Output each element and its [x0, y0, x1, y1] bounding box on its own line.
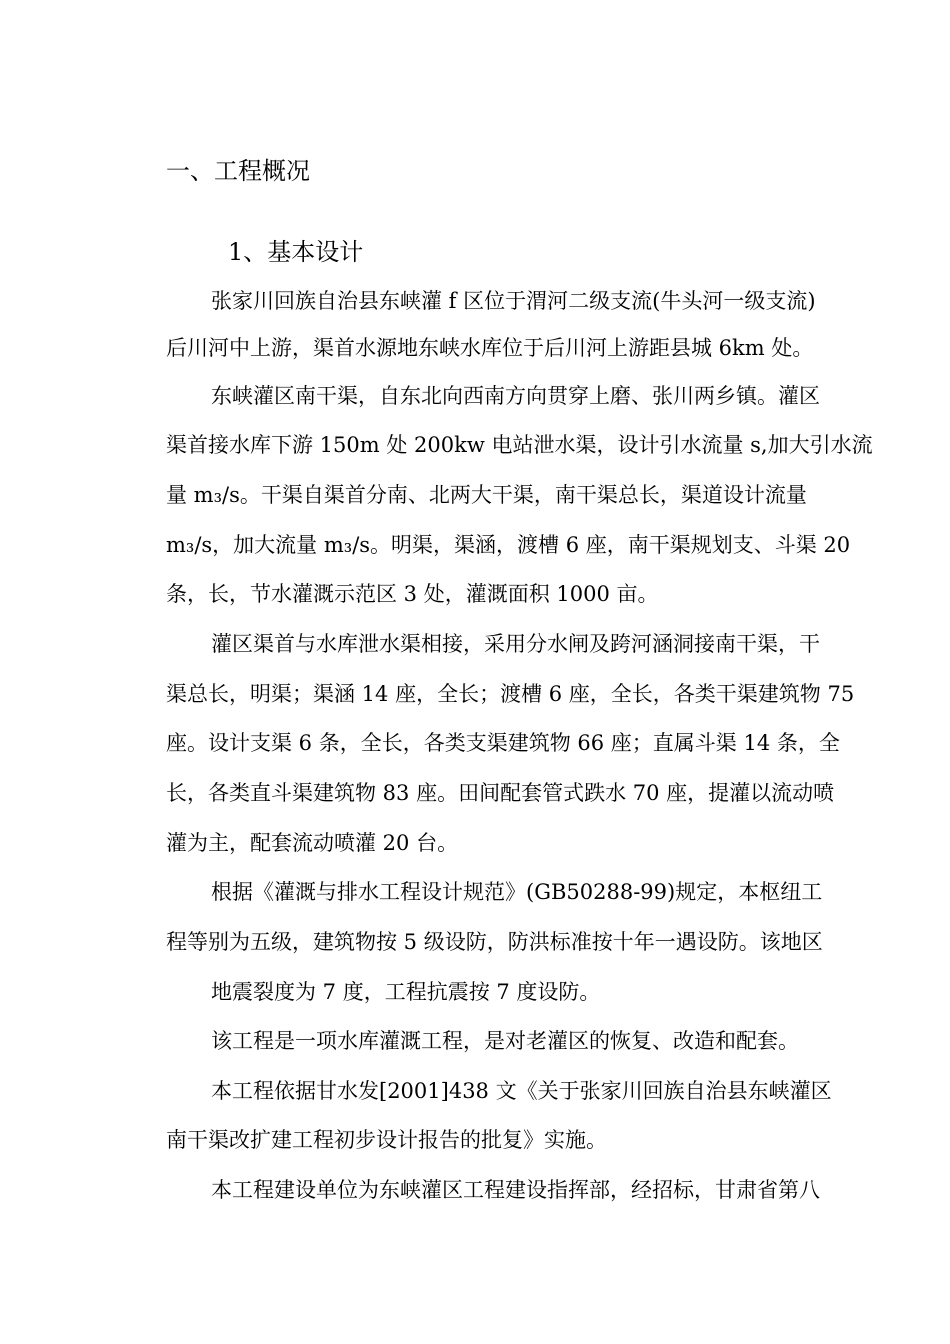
paragraph-line: 座。设计支渠 6 条，全长，各类支渠建筑物 66 座；直属斗渠 14 条，全	[166, 731, 840, 755]
paragraph-line: 渠总长，明渠；渠涵 14 座，全长；渡槽 6 座，全长，各类干渠建筑物 75	[166, 682, 855, 706]
paragraph-line: 程等别为五级，建筑物按 5 级设防，防洪标准按十年一遇设防。该地区	[166, 930, 823, 954]
paragraph-line: 灌为主，配套流动喷灌 20 台。	[166, 831, 459, 855]
paragraph-line: 本工程建设单位为东峡灌区工程建设指挥部，经招标，甘肃省第八	[211, 1178, 820, 1202]
paragraph-line: 灌区渠首与水库泄水渠相接，采用分水闸及跨河涵洞接南干渠，干	[211, 632, 820, 656]
paragraph-line: 渠首接水库下游 150m 处 200kw 电站泄水渠，设计引水流量 s,加大引水流	[166, 433, 873, 457]
paragraph-line: 长，各类直斗渠建筑物 83 座。田间配套管式跌水 70 座，提灌以流动喷	[166, 781, 835, 805]
paragraph-line: 条，长，节水灌溉示范区 3 处，灌溉面积 1000 亩。	[166, 582, 659, 606]
paragraph-line: 本工程依据甘水发[2001]438 文《关于张家川回族自治县东峡灌区	[211, 1079, 832, 1103]
paragraph-line: 地震裂度为 7 度，工程抗震按 7 度设防。	[211, 980, 601, 1004]
paragraph-line: 南干渠改扩建工程初步设计报告的批复》实施。	[166, 1128, 607, 1152]
section-heading: 一、工程概况	[166, 157, 310, 185]
paragraph-line: 该工程是一项水库灌溉工程，是对老灌区的恢复、改造和配套。	[211, 1029, 799, 1053]
paragraph-line: 东峡灌区南干渠，自东北向西南方向贯穿上磨、张川两乡镇。灌区	[211, 384, 820, 408]
paragraph-line: 根据《灌溉与排水工程设计规范》(GB50288-99)规定，本枢纽工	[211, 880, 823, 904]
paragraph-line: m₃/s，加大流量 m₃/s。明渠，渠涵，渡槽 6 座，南干渠规划支、斗渠 20	[166, 533, 851, 557]
subsection-heading: 1、基本设计	[228, 238, 364, 266]
paragraph-line: 后川河中上游，渠首水源地东峡水库位于后川河上游距县城 6km 处。	[166, 336, 814, 360]
paragraph-line: 张家川回族自治县东峡灌 f 区位于渭河二级支流(牛头河一级支流)	[211, 289, 816, 313]
paragraph-line: 量 m₃/s。干渠自渠首分南、北两大干渠，南干渠总长，渠道设计流量	[166, 483, 807, 507]
